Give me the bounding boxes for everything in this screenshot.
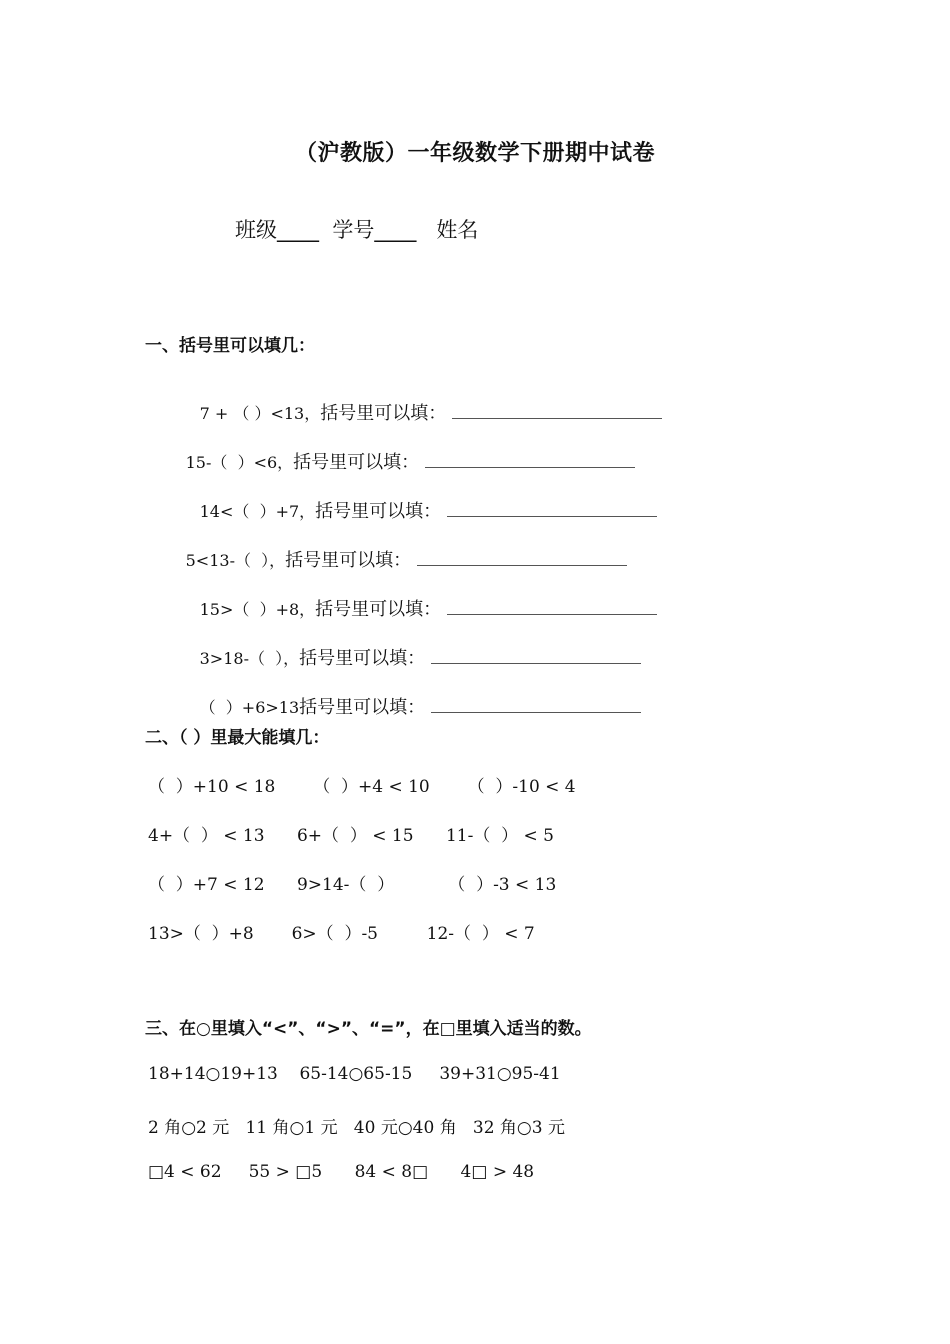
s1-item-4-blank[interactable] [417, 551, 627, 566]
s1-item-1-expr: 7 + （ ）<13， [199, 404, 321, 423]
s3-row-2: 2 角○2 元 11 角○1 元 40 元○40 角 32 角○3 元 [148, 1118, 565, 1138]
s2-row-3: （ ）+7 < 12 9>14-（ ） （ ）-3 < 13 [148, 875, 557, 895]
s2-row-2: 4+（ ） < 13 6+（ ） < 15 11-（ ） < 5 [148, 826, 554, 846]
s1-item-5-expr: 15>（ ）+8， [199, 600, 316, 619]
s1-item-2-label: 括号里可以填： [293, 452, 420, 473]
s1-item-3-blank[interactable] [447, 502, 657, 517]
s1-item-1-blank[interactable] [452, 404, 662, 419]
s3-row-1: 18+14○19+13 65-14○65-15 39+31○95-41 [148, 1064, 561, 1084]
s3-row-3: □4 < 62 55 > □5 84 < 8□ 4□ > 48 [148, 1162, 535, 1182]
s1-item-6-blank[interactable] [431, 649, 641, 664]
s1-item-2-expr: 15-（ ）<6， [185, 453, 294, 472]
student-info-line: 班级____ 学号____ 姓名 [235, 218, 479, 242]
s1-item-4-label: 括号里可以填： [285, 550, 412, 571]
s2-row-4: 13>（ ）+8 6>（ ）-5 12-（ ） < 7 [148, 924, 535, 944]
section-1-heading: 一、括号里可以填几： [145, 336, 315, 356]
s1-item-6-label: 括号里可以填： [299, 648, 426, 669]
s1-item-1-label: 括号里可以填： [320, 403, 447, 424]
s2-row-1: （ ）+10 < 18 （ ）+4 < 10 （ ）-10 < 4 [148, 777, 576, 797]
s1-item-4-expr: 5<13-（ ）， [185, 551, 286, 570]
s1-item-3-label: 括号里可以填： [315, 501, 442, 522]
s1-item-2-blank[interactable] [425, 453, 635, 468]
s1-item-6-expr: 3>18-（ ）， [199, 649, 300, 668]
s1-item-7-expr: （ ）+6>13 [199, 698, 300, 717]
page-title: （沪教版）一年级数学下册期中试卷 [294, 141, 655, 166]
section-2-heading: 二、（ ）里最大能填几： [145, 728, 330, 748]
s1-item-7-label: 括号里可以填： [299, 697, 426, 718]
s1-item-3-expr: 14<（ ）+7， [199, 502, 316, 521]
s1-item-5-label: 括号里可以填： [315, 599, 442, 620]
s1-item-5-blank[interactable] [447, 600, 657, 615]
section-3-heading: 三、在○里填入“<”、“>”、“=”，在□里填入适当的数。 [145, 1019, 592, 1039]
s1-item-7-blank[interactable] [431, 698, 641, 713]
